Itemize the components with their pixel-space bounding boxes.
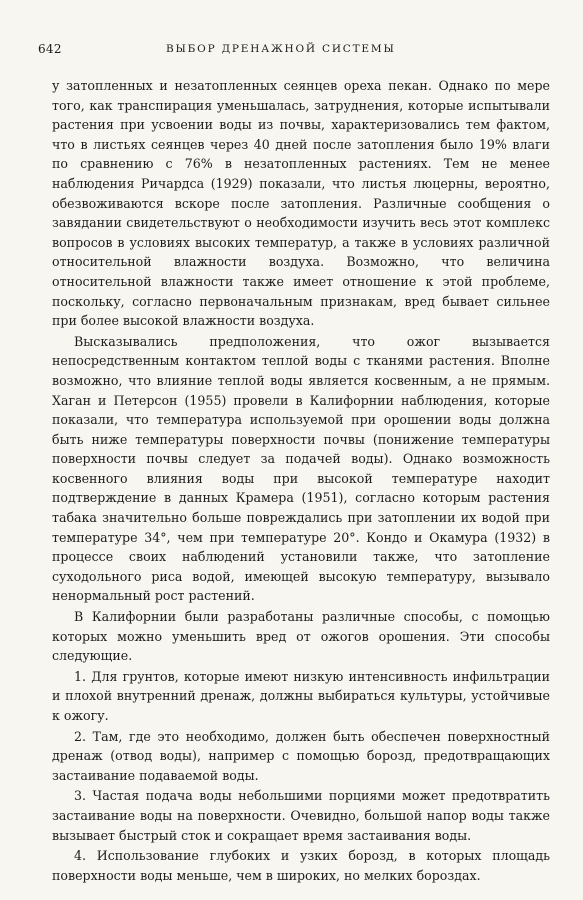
paragraph-methods-intro: В Калифорнии были разработаны различные способы, с помощью которых можно уменьшить вред от ожогов орошения. Эти способы следующие. — [52, 609, 550, 664]
body-text — [52, 76, 550, 886]
page-number: 642 — [38, 42, 62, 56]
paragraph-burn-hypothesis: Высказывались предположения, что ожог вызывается непосредственным контактом теплой воды с тканями растения. Вполне возможно, что влияние теплой воды является косвенным, а не прямым. Хаган и Петерсон (1955) провели в Калифорнии наблюдения, которые показали, что температура используемой при орошении воды должна быть ниже температуры поверхности почвы (понижение температуры поверхности почвы следует за подачей воды). Однако возможность косвенного влияния воды при высокой температуре находит подтверждение в данных Крамера (1951), согласно которым растения табака значительно больше повреждались при затоплении их водой при температуре 34°, чем при температуре 20°. Кондо и Окамура (1932) в процессе своих наблюдений установили также, что затопление суходольного риса водой, имеющей высокую температуру, вызывало ненормальный рост растений. — [52, 333, 550, 604]
paragraph-continued: у затопленных и незатопленных сеянцев ореха пекан. Однако по мере того, как транспирация уменьшалась, затруднения, которые испытывали растения при усвоении воды из почвы, характеризовались тем фактом, что в листьях сеянцев через 40 дней после затопления было 19% влаги по сравнению с 76% в незатопленных растениях. Тем не менее наблюдения Ричардса (1929) показали, что листья люцерны, вероятно, обезвоживаются вскоре после затопления. Различные сообщения о завядании свидетельствуют о необходимости изучить весь этот комплекс вопросов в условиях высоких температур, а также в условиях различной относительной влажности воздуха. Возможно, что величина относительной влажности также имеет отношение к этой проблеме, поскольку, согласно первоначальным признакам, вред бывает сильнее при более высокой влажности воздуха. — [52, 78, 550, 329]
running-title: ВЫБОР ДРЕНАЖНОЙ СИСТЕМЫ — [166, 43, 396, 55]
list-item-1: 1. Для грунтов, которые имеют низкую интенсивность инфильтрации и плохой внутренний дренаж, должны выбираться культуры, устойчивые к ожогу. — [52, 668, 550, 723]
list-item-2: 2. Там, где это необходимо, должен быть обеспечен поверхностный дренаж (отвод воды), например с помощью борозд, предотвращающих застаивание подаваемой воды. — [52, 728, 550, 783]
list-item-4: 4. Использование глубоких и узких борозд, в которых площадь поверхности воды меньше, чем в широких, но мелких бороздах. — [52, 848, 550, 883]
list-item-3: 3. Частая подача воды небольшими порциями может предотвратить застаивание воды на поверхности. Очевидно, большой напор воды также вызывает быстрый сток и сокращает время застаивания воды. — [52, 788, 550, 843]
page-header — [38, 42, 549, 58]
